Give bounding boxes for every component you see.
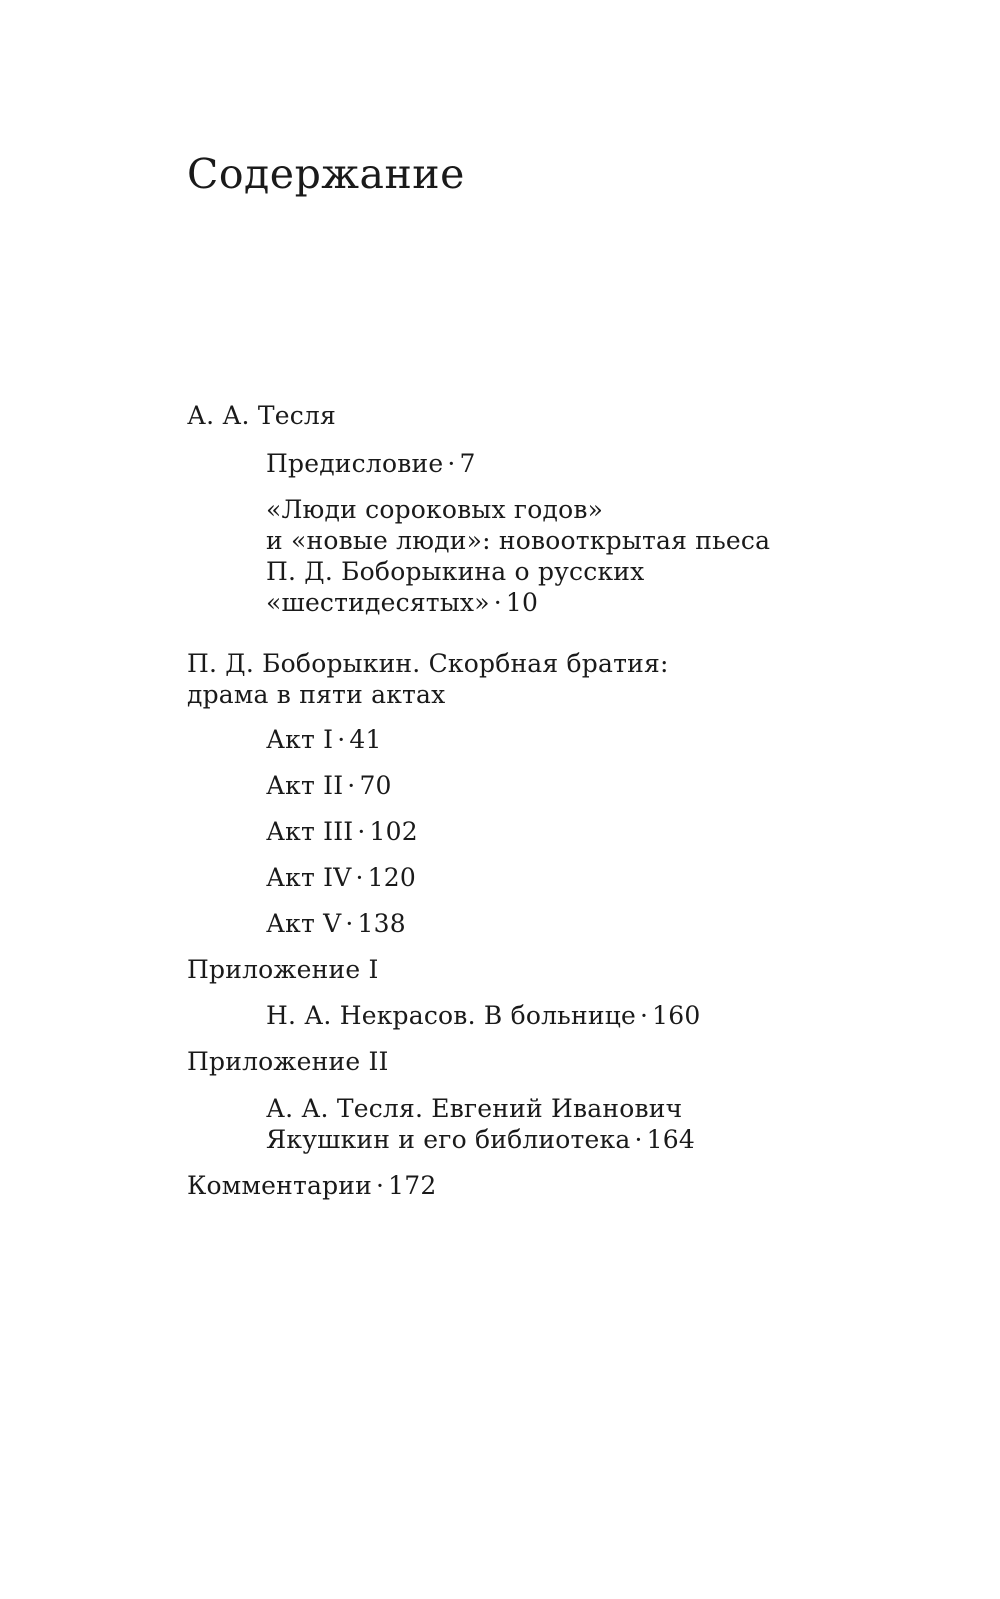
toc-separator: · bbox=[376, 1171, 385, 1200]
toc-separator: · bbox=[337, 725, 346, 754]
toc-page-number: 160 bbox=[652, 1001, 701, 1030]
toc-item-line-last bbox=[266, 1124, 695, 1155]
toc-separator: · bbox=[493, 588, 502, 617]
toc-section-line: драма в пяти актах bbox=[187, 680, 446, 709]
toc-item-line: А. А. Тесля. Евгений Иванович bbox=[266, 1094, 683, 1123]
toc-item-label: Комментарии bbox=[187, 1171, 373, 1200]
toc-item-label: Предисловие bbox=[266, 449, 444, 478]
toc-item-label: Акт II bbox=[266, 771, 344, 800]
toc-separator: · bbox=[355, 863, 364, 892]
toc-separator: · bbox=[345, 909, 354, 938]
toc-page-number: 10 bbox=[505, 588, 539, 617]
toc-item-label: Якушкин и его библиотека bbox=[266, 1125, 631, 1154]
toc-section-label: Приложение I bbox=[187, 955, 379, 984]
toc-section-line: П. Д. Боборыкин. Скорбная братия: bbox=[187, 649, 669, 678]
toc-author-tesla bbox=[187, 400, 336, 431]
toc-page-number: 102 bbox=[369, 817, 418, 846]
toc-item-act-2[interactable] bbox=[266, 770, 392, 801]
toc-item-act-3[interactable] bbox=[266, 816, 418, 847]
toc-section-label: Приложение II bbox=[187, 1047, 389, 1076]
toc-item-label: Акт V bbox=[266, 909, 342, 938]
toc-separator: · bbox=[357, 817, 366, 846]
toc-item-essay[interactable] bbox=[266, 494, 770, 618]
toc-item-yakushkin[interactable] bbox=[266, 1093, 695, 1155]
toc-section-appendix-2 bbox=[187, 1046, 389, 1077]
toc-separator: · bbox=[639, 1001, 649, 1030]
toc-item-label: Акт I bbox=[266, 725, 334, 754]
toc-item-act-4[interactable] bbox=[266, 862, 416, 893]
toc-section-drama bbox=[187, 648, 669, 710]
toc-item-label: Акт III bbox=[266, 817, 354, 846]
toc-separator: · bbox=[634, 1125, 643, 1154]
toc-item-label: «шестидесятых» bbox=[266, 588, 490, 617]
toc-page-number: 164 bbox=[646, 1125, 695, 1154]
toc-page-number: 138 bbox=[357, 909, 406, 938]
toc-item-line: «Люди сороковых годов» bbox=[266, 495, 604, 524]
page-title: Содержание bbox=[187, 150, 465, 198]
toc-section-appendix-1 bbox=[187, 954, 379, 985]
toc-item-line: и «новые люди»: новооткрытая пьеса bbox=[266, 526, 771, 555]
toc-item-line-last bbox=[266, 587, 770, 618]
toc-page-number: 70 bbox=[359, 771, 392, 800]
toc-item-line: П. Д. Боборыкина о русских bbox=[266, 557, 645, 586]
toc-item-act-5[interactable] bbox=[266, 908, 406, 939]
toc-item-nekrasov[interactable] bbox=[266, 1000, 700, 1031]
toc-author-label: А. А. Тесля bbox=[187, 401, 336, 430]
toc-separator: · bbox=[447, 449, 456, 478]
toc-item-act-1[interactable] bbox=[266, 724, 382, 755]
toc-page-number: 7 bbox=[459, 449, 476, 478]
toc-page-number: 120 bbox=[367, 863, 416, 892]
toc-item-label: Н. А. Некрасов. В больнице bbox=[266, 1001, 636, 1030]
toc-item-comments[interactable] bbox=[187, 1170, 437, 1201]
toc-item-label: Акт IV bbox=[266, 863, 352, 892]
toc-separator: · bbox=[347, 771, 356, 800]
toc-page-number: 172 bbox=[388, 1171, 437, 1200]
toc-item-preface[interactable] bbox=[266, 448, 476, 479]
toc-page-number: 41 bbox=[349, 725, 382, 754]
